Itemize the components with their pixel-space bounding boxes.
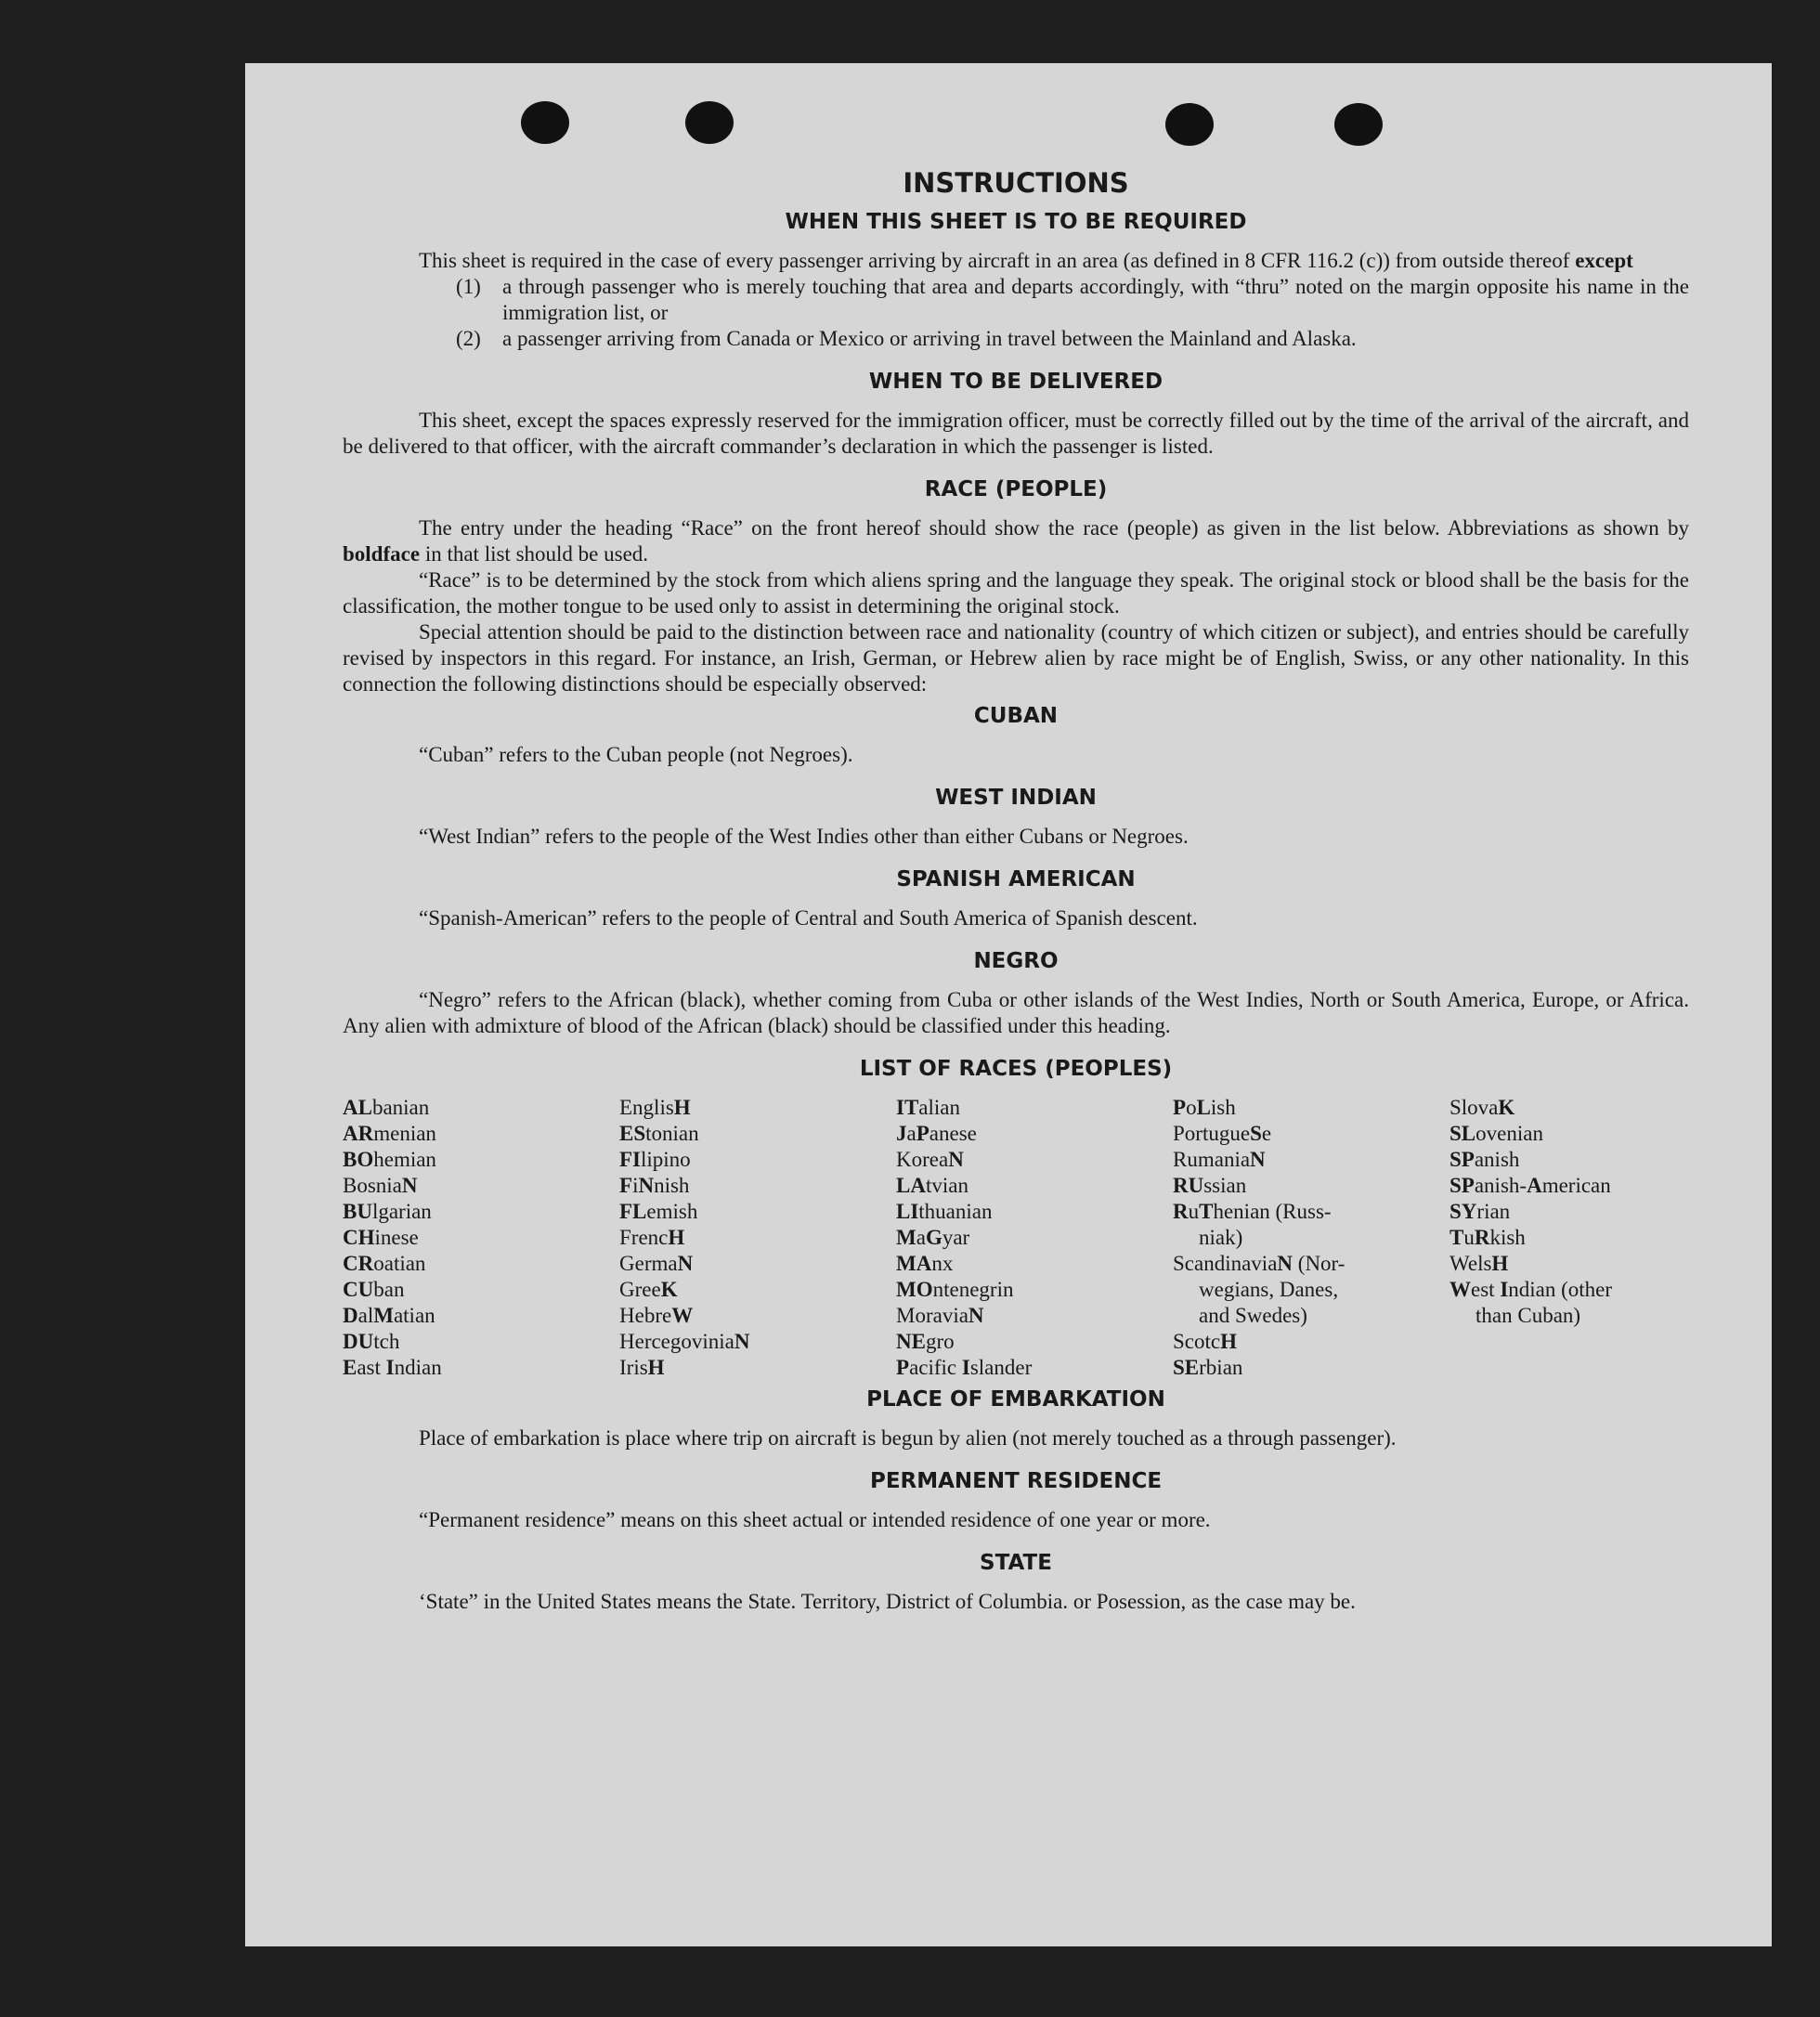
page-title: INSTRUCTIONS (903, 167, 1129, 199)
race-entry: East Indian (343, 1356, 442, 1379)
heading-state: STATE (980, 1551, 1052, 1575)
race-entry: MAnx (896, 1252, 954, 1275)
race-paragraph: Special attention should be paid to the distinction between race and nationality (country of which citizen or subject), and entries should be carefully revised by inspectors in this regard. For instance, an Irish, German, or Hebrew alien by race might be of English, Swiss, or any other nationality. In this connection the following distinctions should be especially observed: (343, 620, 1689, 696)
race-entry: CUban (343, 1278, 405, 1301)
race-entry: TuRkish (1450, 1226, 1526, 1249)
heading-spanish-american: SPANISH AMERICAN (896, 867, 1136, 891)
embarkation-text: Place of embarkation is place where trip on aircraft is begun by alien (not merely touched as a through passenger). (419, 1426, 1397, 1450)
negro-text: “Negro” refers to the African (black), whether coming from Cuba or other islands of the West Indies, North or South America, Europe, or Africa. Any alien with admixture of blood of the African (black) should be classified under this heading. (343, 988, 1689, 1037)
heading-delivered: WHEN TO BE DELIVERED (868, 370, 1164, 394)
race-entry: PoLish (1173, 1096, 1236, 1119)
race-entry: LAtvian (896, 1174, 968, 1197)
delivered-text: This sheet, except the spaces expressly reserved for the immigration officer, must be correctly filled out by the time of the arrival of the aircraft, and be delivered to that officer, with the aircraft commander’s declaration in which the passenger is listed. (343, 409, 1689, 458)
race-entry: West Indian (other (1450, 1278, 1613, 1301)
heading-residence: PERMANENT RESIDENCE (869, 1469, 1163, 1493)
spanish-american-text: “Spanish-American” refers to the people of Central and South America of Spanish descent. (419, 906, 1198, 930)
race-entry: SPanish-American (1450, 1174, 1611, 1197)
race-entry: HebreW (619, 1304, 694, 1327)
race-entry: HercegoviniaN (619, 1330, 750, 1353)
race-entry: FIlipino (619, 1148, 691, 1171)
heading-west-indian: WEST INDIAN (935, 786, 1097, 810)
race-entry: CHinese (343, 1226, 419, 1249)
race-paragraph: The entry under the heading “Race” on the front hereof should show the race (people) as given in the list below. Abbreviations as shown by boldface in that list should be used. (343, 516, 1689, 566)
residence-text: “Permanent residence” means on this sheet actual or intended residence of one year or more. (419, 1508, 1211, 1531)
race-column (1450, 1095, 1726, 1381)
race-entry: BOhemian (343, 1148, 436, 1171)
race-entry: SYrian (1450, 1200, 1511, 1223)
race-entry: RumaniaN (1173, 1148, 1266, 1171)
race-entry: Pacific Islander (896, 1356, 1033, 1379)
heading-negro: NEGRO (973, 949, 1059, 973)
race-entry: EnglisH (619, 1096, 691, 1119)
race-entry: RUssian (1173, 1174, 1247, 1197)
punch-hole (1334, 103, 1383, 146)
state-text: ‘State” in the United States means the State. Territory, District of Columbia. or Posession, as the case may be. (419, 1590, 1356, 1613)
race-entry: MaGyar (896, 1226, 970, 1249)
race-entry: niak) (1199, 1226, 1243, 1249)
punch-hole (685, 101, 734, 144)
race-entry: SErbian (1173, 1356, 1243, 1379)
race-entry: CRoatian (343, 1252, 426, 1275)
race-entry: FrencH (619, 1226, 685, 1249)
race-entry: and Swedes) (1199, 1304, 1307, 1327)
race-column (896, 1095, 1173, 1381)
race-entry: ARmenian (343, 1122, 436, 1145)
punch-hole (521, 101, 569, 144)
heading-required: WHEN THIS SHEET IS TO BE REQUIRED (785, 210, 1247, 234)
race-entry: KoreaN (896, 1148, 964, 1171)
heading-list-of-races: LIST OF RACES (PEOPLES) (859, 1057, 1173, 1081)
race-entry: BosniaN (343, 1174, 418, 1197)
west-indian-text: “West Indian” refers to the people of the West Indies other than either Cubans or Negroes. (419, 825, 1189, 848)
exception-item: (1) a through passenger who is merely touching that area and departs accordingly, with “thru” noted on the margin opposite his name in the immigration list, or (456, 275, 1689, 324)
race-list (343, 1095, 1689, 1381)
race-entry: GermaN (619, 1252, 694, 1275)
race-entry: MOntenegrin (896, 1278, 1014, 1301)
race-entry: ITalian (896, 1096, 960, 1119)
race-entry: FLemish (619, 1200, 698, 1223)
heading-race: RACE (PEOPLE) (924, 477, 1108, 501)
heading-embarkation: PLACE OF EMBARKATION (866, 1387, 1165, 1412)
race-entry: WelsH (1450, 1252, 1509, 1275)
race-entry: SPanish (1450, 1148, 1520, 1171)
race-entry: DUtch (343, 1330, 400, 1353)
race-entry: EStonian (619, 1122, 699, 1145)
exception-item: (2) a passenger arriving from Canada or Mexico or arriving in travel between the Mainland and Alaska. (456, 327, 1357, 350)
instruction-sheet (245, 63, 1772, 1946)
race-entry: SLovenian (1450, 1122, 1543, 1145)
race-entry: GreeK (619, 1278, 678, 1301)
race-paragraph: “Race” is to be determined by the stock from which aliens spring and the language they speak. The original stock or blood shall be the basis for the classification, the mother tongue to be used only to assist in determining the original stock. (343, 568, 1689, 618)
sheet-content (343, 167, 1689, 1615)
race-entry: than Cuban) (1476, 1304, 1581, 1327)
race-column (343, 1095, 619, 1381)
required-intro: This sheet is required in the case of every passenger arriving by aircraft in an area (as defined in 8 CFR 116.2 (c)) from outside thereof except (419, 249, 1633, 272)
race-entry: RuThenian (Russ- (1173, 1200, 1332, 1223)
race-entry: SlovaK (1450, 1096, 1515, 1119)
race-entry: BUlgarian (343, 1200, 432, 1223)
race-entry: JaPanese (896, 1122, 977, 1145)
race-entry: ALbanian (343, 1096, 430, 1119)
except-word: except (1575, 249, 1633, 272)
race-entry: FiNnish (619, 1174, 690, 1197)
race-column (1173, 1095, 1450, 1381)
race-entry: ScandinaviaN (Nor- (1173, 1252, 1346, 1275)
race-entry: MoraviaN (896, 1304, 984, 1327)
heading-cuban: CUBAN (973, 704, 1059, 728)
race-entry: ScotcH (1173, 1330, 1237, 1353)
race-entry: wegians, Danes, (1199, 1278, 1339, 1301)
race-entry: LIthuanian (896, 1200, 993, 1223)
race-entry: PortugueSe (1173, 1122, 1272, 1145)
cuban-text: “Cuban” refers to the Cuban people (not Negroes). (419, 743, 853, 766)
race-entry: DalMatian (343, 1304, 436, 1327)
punch-hole (1165, 103, 1214, 146)
race-entry: NEgro (896, 1330, 955, 1353)
race-entry: IrisH (619, 1356, 665, 1379)
race-column (619, 1095, 896, 1381)
